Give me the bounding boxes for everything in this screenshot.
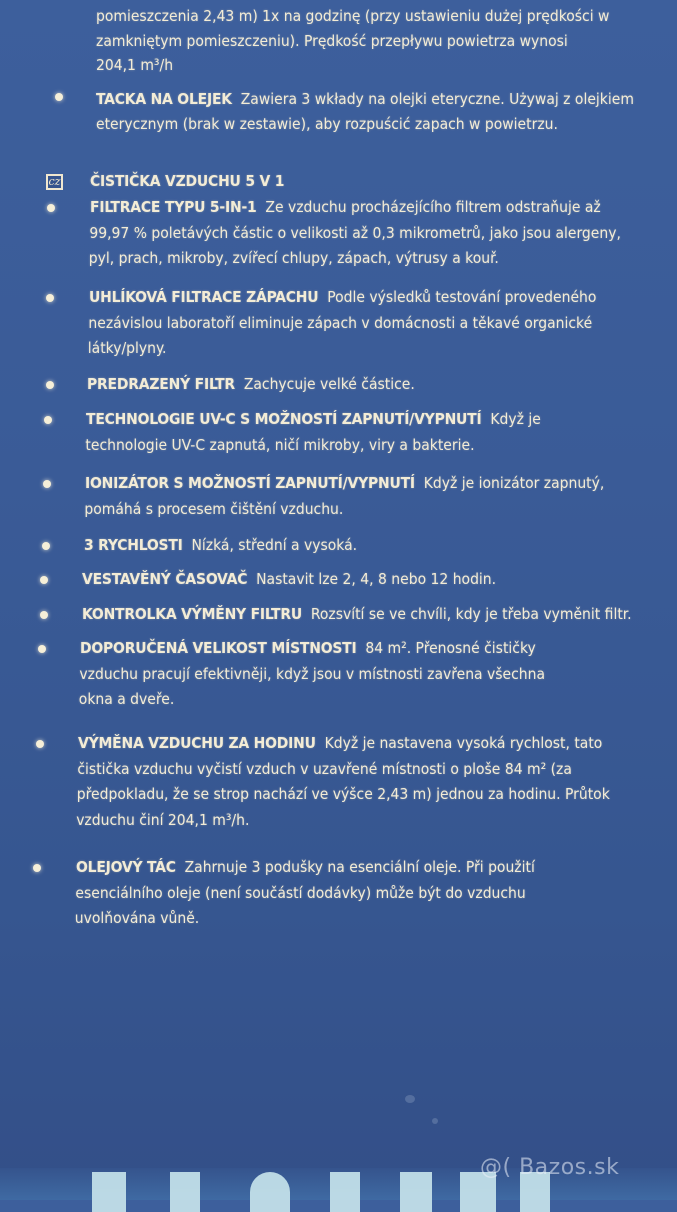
feature-text: látky/plyny. xyxy=(87,339,167,357)
feature-text: Když je nastavena vysoká rychlost, tato xyxy=(324,734,603,752)
logo-letter-fragment xyxy=(330,1172,360,1212)
feature-line xyxy=(90,197,601,217)
feature-title: VÝMĚNA VZDUCHU ZA HODINU xyxy=(78,734,316,752)
feature-text: čistička vzduchu vyčistí vzduch v uzavřené místnosti o ploše 84 m² (za xyxy=(77,759,572,778)
feature-title: PREDRAZENÝ FILTR xyxy=(87,375,235,393)
bullet-icon xyxy=(40,611,48,619)
feature-line xyxy=(86,409,541,429)
feature-title: KONTROLKA VÝMĚNY FILTRU xyxy=(82,605,302,623)
feature-text: Zachycuje velké částice. xyxy=(243,375,415,393)
logo-letter-fragment xyxy=(400,1172,432,1212)
feature-text: esenciálního oleje (není součástí dodávky) může být do vzduchu xyxy=(75,883,526,902)
feature-title: UHLÍKOVÁ FILTRACE ZÁPACHU xyxy=(89,288,319,306)
logo-letter-fragment xyxy=(92,1172,126,1212)
feature-text: nezávislou laboratoří eliminuje zápach v domácnosti a těkavé organické xyxy=(88,313,593,332)
text-line: pomieszczenia 2,43 m) 1x na godzinę (przy ustawieniu dużej prędkości w xyxy=(96,7,610,25)
feature-text: vzduchu pracují efektivněji, když jsou v místnosti zavřena všechna xyxy=(79,664,546,683)
feature-text: Nastavit lze 2, 4, 8 nebo 12 hodin. xyxy=(256,570,497,588)
feature-text: Ze vzduchu procházejícího filtrem odstraňuje až xyxy=(265,198,601,216)
feature-text: pomáhá s procesem čištění vzduchu. xyxy=(84,499,344,518)
watermark: @( Bazos.sk xyxy=(480,1155,620,1180)
bullet-icon xyxy=(46,381,54,389)
feature-line xyxy=(96,89,634,109)
feature-title: DOPORUČENÁ VELIKOST MÍSTNOSTI xyxy=(80,639,357,657)
text-line: 204,1 m³/h xyxy=(96,56,174,74)
feature-line xyxy=(89,287,596,307)
feature-line xyxy=(82,569,496,589)
section-title: ČISTIČKA VZDUCHU 5 V 1 xyxy=(90,172,285,190)
feature-text: 99,97 % poletávých částic o velikosti až 0,3 mikrometrů, jako jsou alergeny, xyxy=(89,223,621,242)
feature-title: OLEJOVÝ TÁC xyxy=(76,858,176,876)
feature-text: technologie UV-C zapnutá, ničí mikroby, viry a bakterie. xyxy=(85,435,475,454)
language-cz-icon: cz xyxy=(46,174,63,190)
text-line: zamkniętym pomieszczeniu). Prędkość przepływu powietrza wynosi xyxy=(96,32,568,50)
text-line: eterycznym (brak w zestawie), aby rozpuścić zapach w powietrzu. xyxy=(96,115,558,133)
logo-letter-fragment xyxy=(250,1172,290,1212)
feature-line xyxy=(85,473,604,493)
feature-text: Rozsvítí se ve chvíli, kdy je třeba vyměnit filtr. xyxy=(310,605,632,623)
bullet-icon xyxy=(44,416,52,424)
bullet-icon xyxy=(33,864,41,872)
feature-text: Nízká, střední a vysoká. xyxy=(191,536,358,554)
feature-text: 84 m². Přenosné čističky xyxy=(365,639,536,657)
feature-text: Když je xyxy=(490,410,541,428)
feature-text: Podle výsledků testování provedeného xyxy=(327,288,597,306)
scuff-mark xyxy=(405,1095,415,1103)
feature-title: 3 RYCHLOSTI xyxy=(84,536,183,554)
feature-line xyxy=(80,638,536,658)
feature-title: FILTRACE TYPU 5-IN-1 xyxy=(90,198,257,216)
feature-text: vzduchu činí 204,1 m³/h. xyxy=(76,810,250,829)
bullet-icon xyxy=(40,576,48,584)
feature-title: TACKA NA OLEJEK xyxy=(96,90,232,108)
feature-title: IONIZÁTOR S MOŽNOSTÍ ZAPNUTÍ/VYPNUTÍ xyxy=(85,474,415,492)
bullet-icon xyxy=(47,204,55,212)
bullet-icon xyxy=(42,542,50,550)
feature-text: Zawiera 3 wkłady na olejki eteryczne. Używaj z olejkiem xyxy=(240,90,634,108)
logo-letter-fragment xyxy=(170,1172,200,1212)
feature-line xyxy=(78,733,602,753)
feature-line xyxy=(76,857,535,877)
feature-text: Když je ionizátor zapnutý, xyxy=(423,474,605,492)
feature-text: uvolňována vůně. xyxy=(74,909,200,927)
feature-text: pyl, prach, mikroby, zvířecí chlupy, zápach, výtrusy a kouř. xyxy=(88,249,499,267)
feature-title: VESTAVĚNÝ ČASOVAČ xyxy=(82,570,248,588)
feature-line xyxy=(84,535,357,555)
scuff-mark xyxy=(432,1118,438,1124)
bullet-icon xyxy=(55,93,63,101)
feature-text: předpokladu, že se strop nachází ve výšce 2,43 m) jednou za hodinu. Průtok xyxy=(76,785,610,803)
bullet-icon xyxy=(38,645,46,653)
feature-line xyxy=(87,374,415,394)
bullet-icon xyxy=(36,740,44,748)
feature-title: TECHNOLOGIE UV-C S MOŽNOSTÍ ZAPNUTÍ/VYPNUTÍ xyxy=(86,410,482,428)
bullet-icon xyxy=(46,294,54,302)
feature-line xyxy=(82,604,632,624)
bullet-icon xyxy=(43,480,51,488)
feature-text: Zahrnuje 3 podušky na esenciální oleje. Při použití xyxy=(184,858,535,876)
feature-text: okna a dveře. xyxy=(78,690,175,708)
